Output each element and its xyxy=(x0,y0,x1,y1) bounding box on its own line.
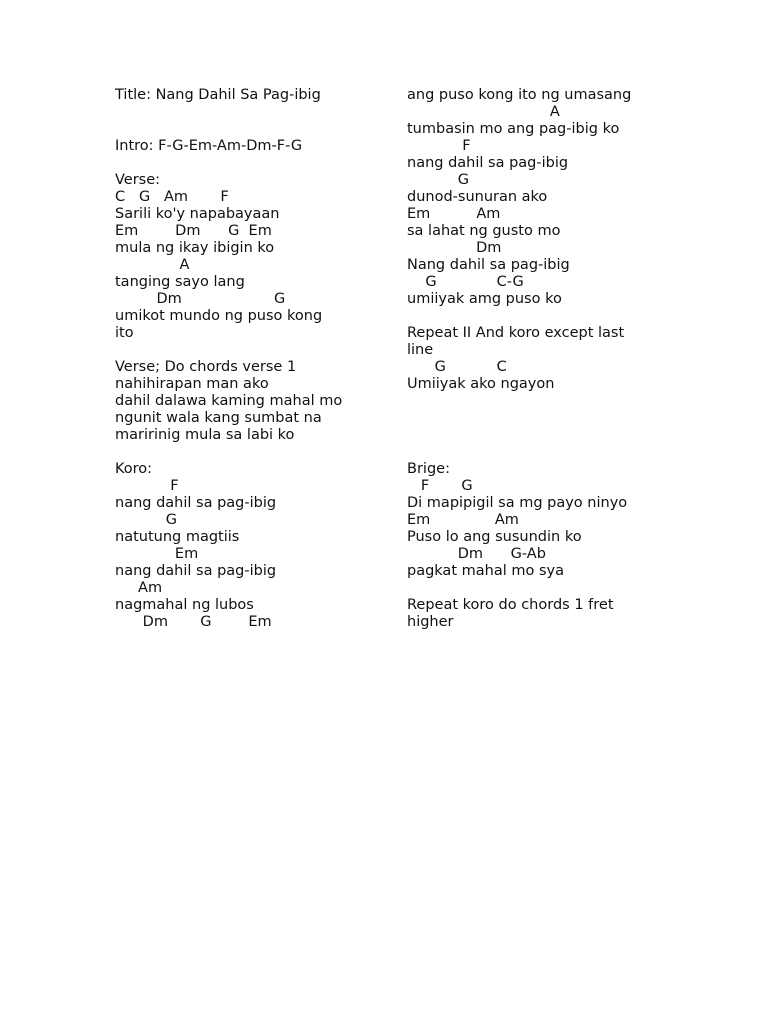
right-blank-line xyxy=(407,410,687,427)
right-text-line: Em Am xyxy=(407,512,519,528)
right-text-line: Brige: xyxy=(407,461,450,477)
left-text-line: ngunit wala kang sumbat na xyxy=(115,410,322,426)
left-text-line: dahil dalawa kaming mahal mo xyxy=(115,393,343,409)
right-text-line: G xyxy=(407,172,469,188)
left-text-line: Dm G Em xyxy=(115,614,272,630)
right-text-line: F xyxy=(407,138,471,154)
left-text-line: A xyxy=(115,257,190,273)
left-text-line: Verse: xyxy=(115,172,161,188)
right-text-line: higher xyxy=(407,614,454,630)
right-text-line: G C xyxy=(407,359,507,375)
left-blank-line xyxy=(115,342,400,359)
left-text-line: nahihirapan man ako xyxy=(115,376,269,392)
right-text-line: line xyxy=(407,342,434,358)
right-text-line: G C-G xyxy=(407,274,524,290)
right-text-line: Di mapipigil sa mg payo ninyo xyxy=(407,495,628,511)
right-blank-line xyxy=(407,393,687,410)
right-text-line: Repeat II And koro except last xyxy=(407,325,625,341)
right-text-line: Nang dahil sa pag-ibig xyxy=(407,257,570,273)
right-text-line: ang puso kong ito ng umasang xyxy=(407,87,632,103)
right-text-line: Puso lo ang susundin ko xyxy=(407,529,582,545)
left-text-line: Sarili ko'y napabayaan xyxy=(115,206,280,222)
left-text-line: umikot mundo ng puso kong xyxy=(115,308,323,324)
left-text-line: nagmahal ng lubos xyxy=(115,597,254,613)
left-text-line: Verse; Do chords verse 1 xyxy=(115,359,297,375)
left-text-line: nang dahil sa pag-ibig xyxy=(115,495,277,511)
left-text-line: F xyxy=(115,478,179,494)
right-text-line: Repeat koro do chords 1 fret xyxy=(407,597,614,613)
left-text-line: ito xyxy=(115,325,134,341)
left-text-line: Em xyxy=(115,546,199,562)
left-column xyxy=(115,87,400,631)
right-text-line: sa lahat ng gusto mo xyxy=(407,223,561,239)
left-text-line: G xyxy=(115,512,177,528)
left-text-line: Koro: xyxy=(115,461,153,477)
right-text-line: Umiiyak ako ngayon xyxy=(407,376,555,392)
left-text-line: Am xyxy=(115,580,163,596)
left-blank-line xyxy=(115,444,400,461)
right-text-line: F G xyxy=(407,478,473,494)
left-text-line: Em Dm G Em xyxy=(115,223,272,239)
left-text-line: C G Am F xyxy=(115,189,229,205)
left-text-line: nang dahil sa pag-ibig xyxy=(115,563,277,579)
left-text-line: natutung magtiis xyxy=(115,529,240,545)
right-blank-line xyxy=(407,444,687,461)
right-text-line: A xyxy=(407,104,560,120)
right-text-line: nang dahil sa pag-ibig xyxy=(407,155,569,171)
right-text-line: pagkat mahal mo sya xyxy=(407,563,564,579)
left-text-line: tanging sayo lang xyxy=(115,274,245,290)
right-text-line: dunod-sunuran ako xyxy=(407,189,548,205)
right-column xyxy=(407,87,687,631)
left-text-line: Title: Nang Dahil Sa Pag-ibig xyxy=(115,87,321,103)
left-text-line: mula ng ikay ibigin ko xyxy=(115,240,275,256)
right-text-line: umiiyak amg puso ko xyxy=(407,291,562,307)
left-text-line: Dm G xyxy=(115,291,286,307)
left-blank-line xyxy=(115,155,400,172)
right-blank-line xyxy=(407,580,687,597)
left-blank-line xyxy=(115,104,400,121)
right-text-line: Dm xyxy=(407,240,502,256)
left-text-line: Intro: F-G-Em-Am-Dm-F-G xyxy=(115,138,303,154)
right-blank-line xyxy=(407,308,687,325)
left-blank-line xyxy=(115,121,400,138)
right-text-line: Em Am xyxy=(407,206,501,222)
right-text-line: Dm G-Ab xyxy=(407,546,546,562)
left-text-line: maririnig mula sa labi ko xyxy=(115,427,295,443)
right-text-line: tumbasin mo ang pag-ibig ko xyxy=(407,121,620,137)
right-blank-line xyxy=(407,427,687,444)
